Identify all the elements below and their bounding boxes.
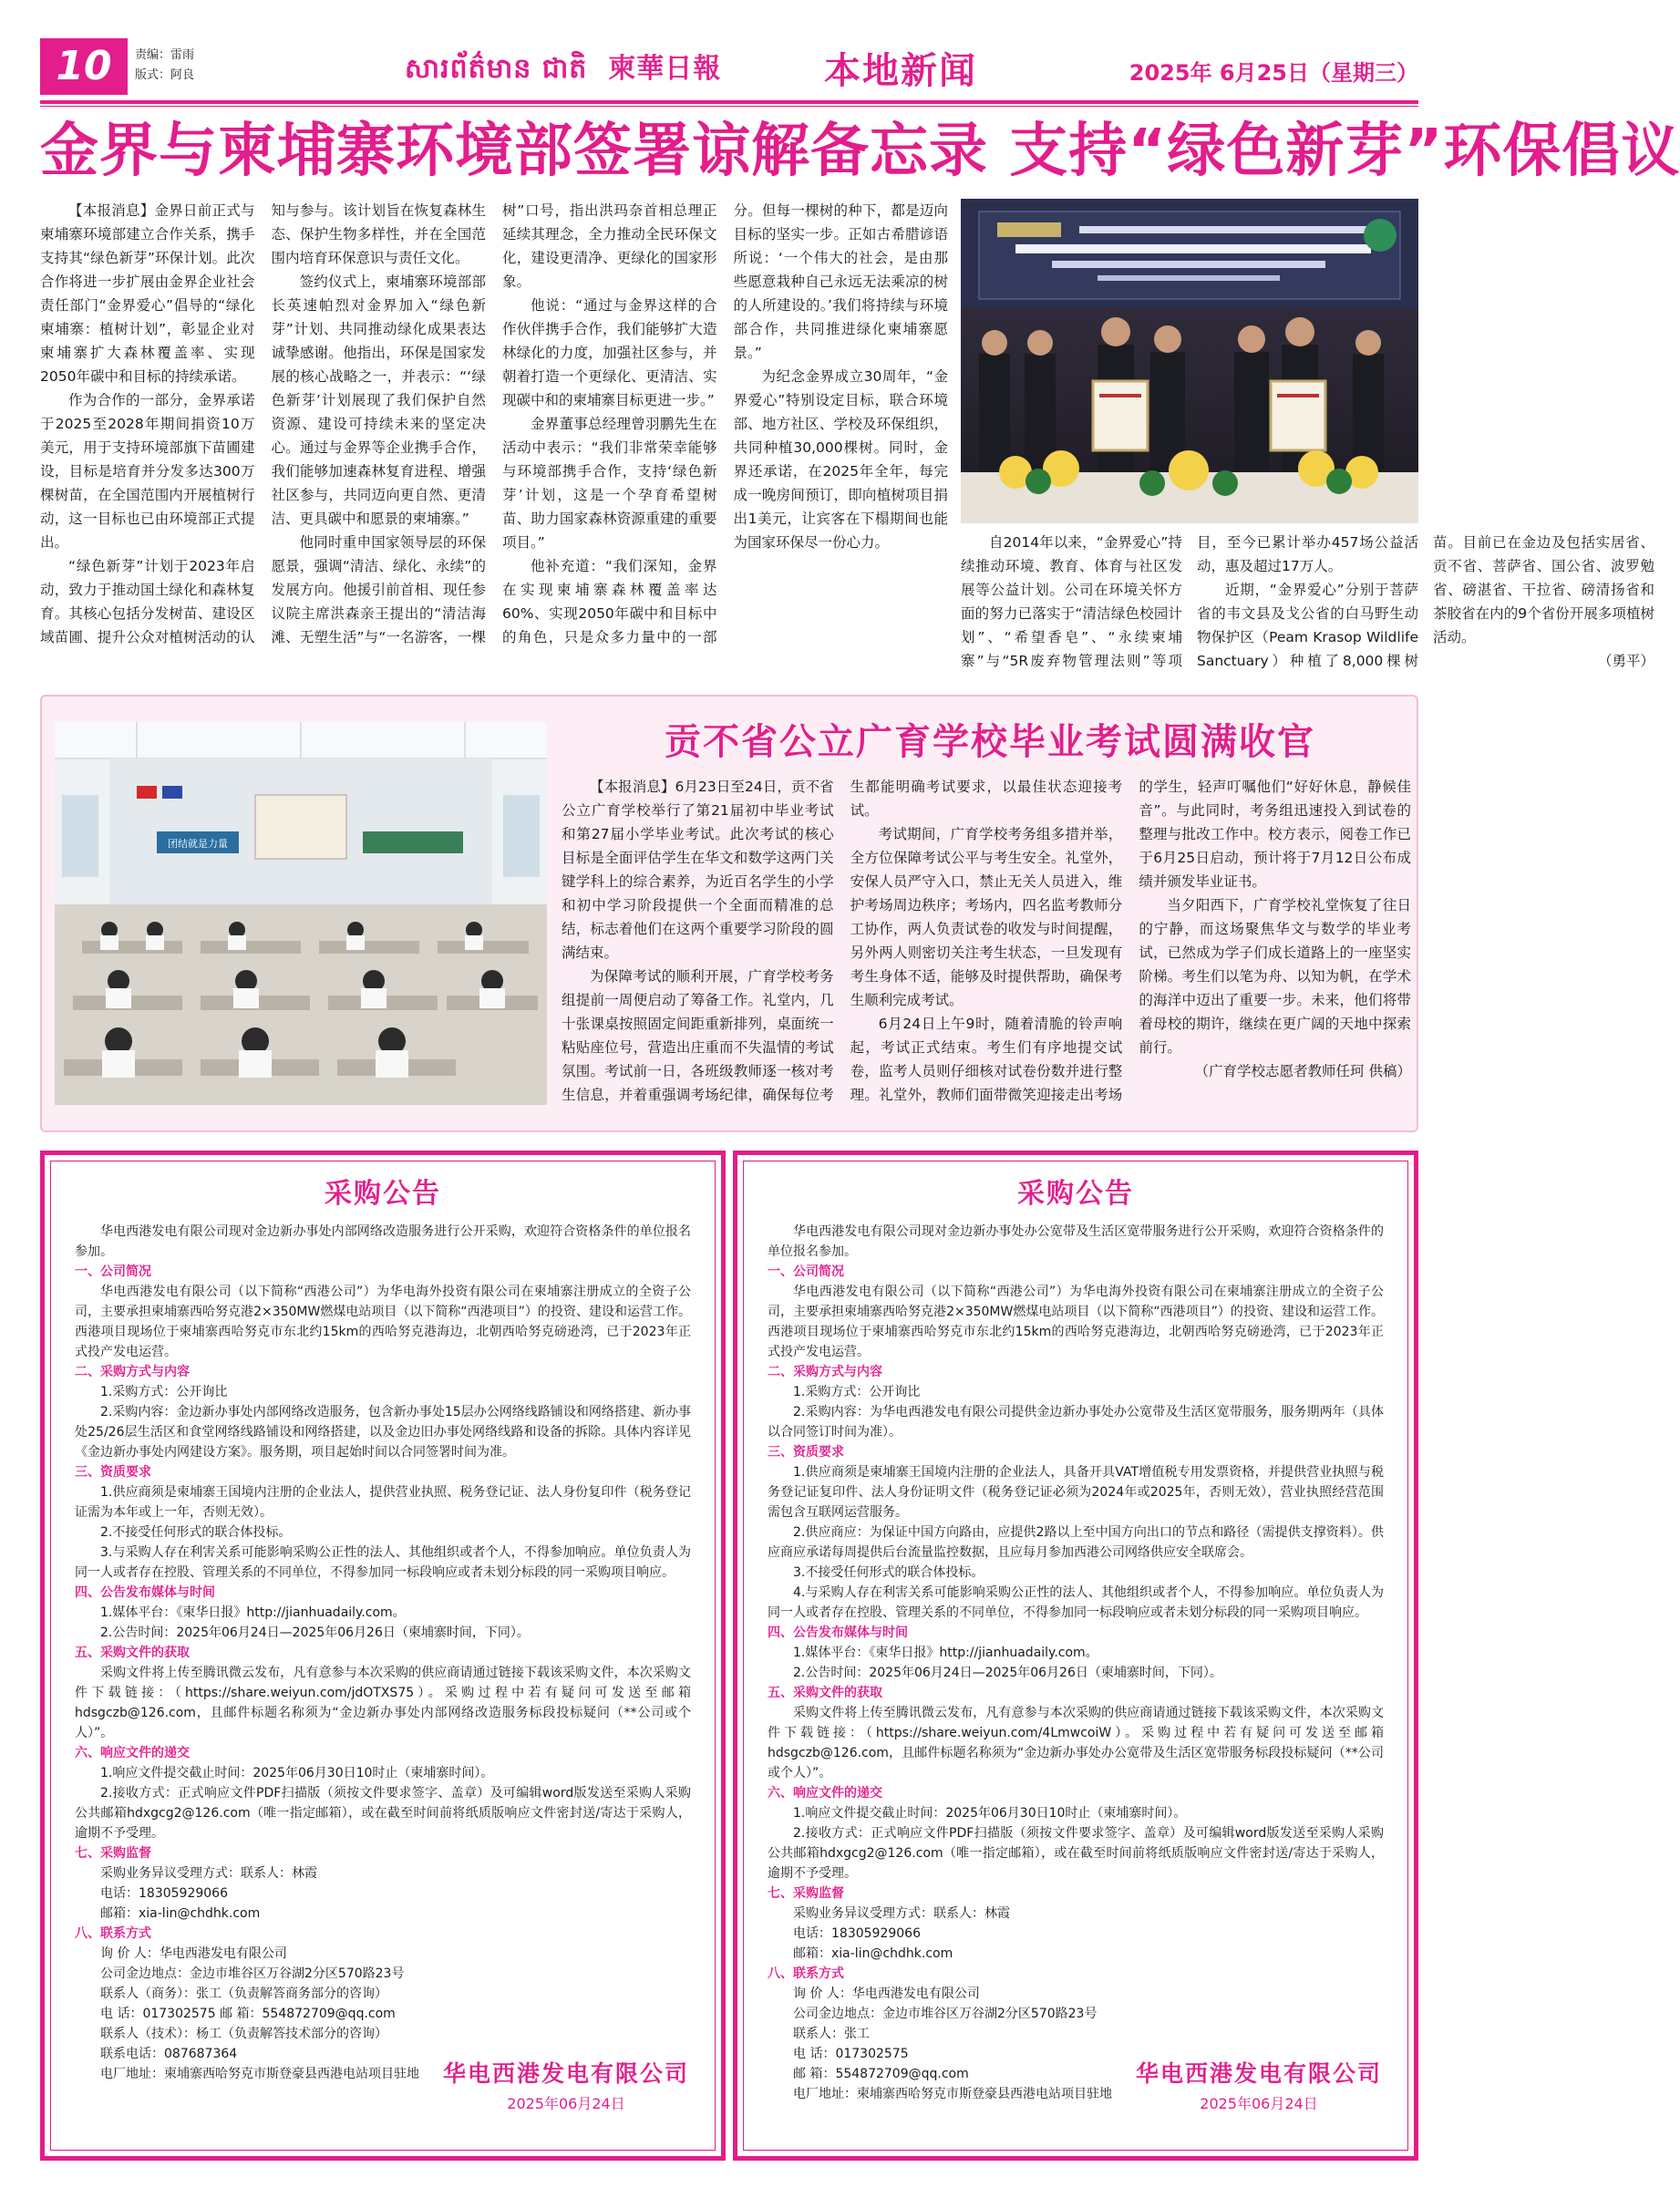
notice-line: 采购文件将上传至腾讯微云发布，凡有意参与本次采购的供应商请通过链接下载该采购文件，本次采购文件下载链接：（https://share.weiyun.com/jdOTXS75）。采购过程中若有疑问可发送至邮箱hdsgczb@126.com，且邮件标题名称须为“金边新办事处内部网络改造服务标段投标疑问（**公司或个人）”。 [75, 1666, 691, 1740]
notice-title: 采购公告 [325, 1178, 441, 1210]
notice-section-heading: 六、响应文件的递交 [768, 1786, 882, 1801]
notice-section-heading: 五、采购文件的获取 [768, 1686, 882, 1700]
paragraph: 近期，“金界爱心”分别于菩萨省的韦文县及戈公省的白马野生动物保护区（Peam Krasop Wildlife Sanctuary）种植了8,000棵树苗。目前已在金边及包括实居省、贡不省、菩萨省、国公省、波罗勉省、磅湛省、干拉省、磅清扬省和茶胶省在内的9个省份开展多项植树活动。 [1197, 534, 1654, 669]
article1-headline: 金界与柬埔寨环境部签署谅解备忘录 支持“绿色新芽”环保倡议 [40, 118, 1680, 185]
notice-section-heading: 三、资质要求 [768, 1445, 844, 1460]
notice-signature [443, 2056, 689, 2113]
paragraph: 【本报消息】6月23日至24日，贡不省公立广育学校举行了第21届初中毕业考试和第27届小学毕业考试。此次考试的核心目标是全面评估学生在华文和数学这两门关键学科上的综合素养，为近百名学生的小学和初中学习阶段提供一个全面而精准的总结，标志着他们在这两个重要学习阶段的圆满结束。 [562, 779, 834, 961]
paragraph: 金界董事总经理曾羽鹏先生在活动中表示：“我们非常荣幸能够与环境部携手合作，支持‘绿色新芽’计划，这是一个孕育希望树苗、助力国家森林资源重建的重要项目。” [502, 416, 717, 551]
notice-line: 华电西港发电有限公司（以下简称“西港公司”）为华电海外投资有限公司在柬埔寨注册成立的全资子公司，主要承担柬埔寨西哈努克港2×350MW燃煤电站项目（以下简称“西港项目”）的投资、建设和运营工作。西港项目现场位于柬埔寨西哈努克市东北约15km的西哈努克港海边，北朝西哈努克磅逊湾，已于2023年正式投产发电运营。 [75, 1285, 691, 1359]
procurement-notice-left [40, 1151, 726, 2161]
editor-line: 责编：雷雨 [135, 48, 195, 62]
paragraph: 6月24日上午9时，随着清脆的铃声响起，考试正式结束。考生们有序地提交试卷，监考人员则仔细核对试卷份数并进行整理。礼堂外，教师们面带微笑迎接走出考场的学生，轻声叮嘱他们“好好休息，静候佳音”。与此同时，考务组迅速投入到试卷的整理与批改工作中。校方表示，阅卷工作已于6月25日启动，预计将于7月12日公布成绩并颁发毕业证书。 [850, 779, 1411, 1103]
notice-section-heading: 七、采购监督 [75, 1846, 151, 1861]
header-rule [40, 100, 1418, 104]
notice-line: 邮箱：xia-lin@chdhk.com [100, 1906, 261, 1921]
notice-date: 2025年06月24日 [507, 2095, 625, 2112]
article1-body-continued [961, 531, 1654, 673]
notice-line: 采购业务异议受理方式：联系人：林霞 [793, 1906, 1010, 1921]
notice-line: 2.接收方式：正式响应文件PDF扫描版（须按文件要求签字、盖章）及可编辑word版发送至采购人采购公共邮箱hdxgcg2@126.com（唯一指定邮箱），或在截至时间前将纸质版响应文件密封送/寄达于采购人，逾期不予受理。 [768, 1826, 1384, 1881]
notice-line: 1.媒体平台：《柬华日报》http://jianhuadaily.com。 [100, 1605, 406, 1620]
notice-section-heading: 二、采购方式与内容 [75, 1365, 190, 1379]
notice-line: 4.与采购人存在利害关系可能影响采购公正性的法人、其他组织或者个人，不得参加响应。单位负责人为同一人或者存在控股、管理关系的不同单位，不得参加同一标段响应或者未划分标段的同一采购项目响应。 [768, 1585, 1384, 1620]
notice-body [75, 1222, 691, 2084]
exam-hall-photo [55, 722, 547, 1105]
newspaper-masthead: សារព័ត៌មាន ជាតិ ​ 柬華日報 [405, 53, 722, 85]
article2-body [562, 775, 1411, 1123]
notice-company: 华电西港发电有限公司 [1135, 2060, 1382, 2087]
paragraph: 签约仪式上，柬埔寨环境部部长英速帕烈对金界加入“绿色新芽”计划、共同推动绿化成果表达诚挚感谢。他指出，环保是国家发展的核心战略之一，并表示：“‘绿色新芽’计划展现了我们保护自然资源、建设可持续未来的坚定决心。通过与金界等企业携手合作，我们能够加速森林复育进程、增强社区参与，共同迈向更自然、更清洁、更具碳中和愿景的柬埔寨。” [271, 274, 486, 527]
layout-line: 版式：阿良 [135, 68, 195, 82]
notice-company: 华电西港发电有限公司 [442, 2060, 689, 2087]
paragraph: 自2014年以来，“金界爱心”持续推动环境、教育、体育与社区发展等公益计划。公司在环境关怀方面的努力已落实于“清洁绿色校园计划”、“希望香皂”、“永续柬埔寨”与“5R废弃物管理法则”等项目，至今已累计举办457场公益活动，惠及超过17万人。 [961, 534, 1418, 669]
notice-line: 联系人（商务）：张工（负责解答商务部分的咨询） [100, 1987, 387, 2001]
article2-headline: 贡不省公立广育学校毕业考试圆满收官 [665, 720, 1315, 763]
notice-intro: 华电西港发电有限公司现对金边新办事处办公宽带及生活区宽带服务进行公开采购，欢迎符合资格条件的单位报名参加。 [768, 1224, 1384, 1259]
article1 [40, 199, 1654, 673]
byline: （广育学校志愿者教师任珂 供稿） [1194, 1063, 1411, 1079]
notice-line: 邮 箱：554872709@qq.com [793, 2067, 969, 2081]
notice-signature [1136, 2056, 1382, 2113]
notice-line: 电厂地址：柬埔寨西哈努克市斯登豪县西港电站项目驻地 [100, 2067, 419, 2081]
paragraph: 他同时重申国家领导层的环保愿景，强调“清洁、绿化、永续”的发展方向。他援引前首相、现任参议院主席洪森亲王提出的“清洁海滩、无塑生活”与“一名游客，一棵树”口号，指出洪玛奈首相总理正延续其理念，全力推动全民环保文化，建设更清净、更绿化的国家形象。 [271, 202, 717, 645]
notice-line: 1.供应商须是柬埔寨王国境内注册的企业法人，提供营业执照、税务登记证、法人身份复印件（税务登记证需为本年或上一年，否则无效）。 [75, 1485, 691, 1520]
notice-line: 1.采购方式：公开询比 [793, 1385, 921, 1399]
paragraph: 【本报消息】金界日前正式与柬埔寨环境部建立合作关系，携手支持其“绿色新芽”环保计划。此次合作将进一步扩展由金界企业社会责任部门“金界爱心”倡导的“绿化柬埔寨：植树计划”，彰显企业对柬埔寨扩大森林覆盖率、实现2050年碳中和目标的持续承诺。 [40, 202, 255, 385]
notice-title: 采购公告 [1017, 1178, 1134, 1210]
notice-line: 联系人（技术）：杨工（负责解答技术部分的咨询） [100, 2027, 387, 2041]
notice-line: 华电西港发电有限公司（以下简称“西港公司”）为华电海外投资有限公司在柬埔寨注册成立的全资子公司，主要承担柬埔寨西哈努克港2×350MW燃煤电站项目（以下简称“西港项目”）的投资、建设和运营工作。西港项目现场位于柬埔寨西哈努克市东北约15km的西哈努克港海边，北朝西哈努克磅逊湾，已于2023年正式投产发电运营。 [768, 1285, 1384, 1359]
header-rule-thin [40, 106, 1418, 107]
notice-date: 2025年06月24日 [1200, 2095, 1318, 2112]
notice-section-heading: 五、采购文件的获取 [75, 1646, 190, 1660]
notice-frame [743, 1161, 1408, 2151]
notice-line: 2.不接受任何形式的联合体投标。 [100, 1525, 292, 1540]
notice-line: 1.采购方式：公开询比 [100, 1385, 228, 1399]
page-header [40, 38, 1418, 95]
section-title: 本地新闻 [824, 50, 977, 92]
notice-line: 电话：18305929066 [793, 1926, 921, 1941]
paragraph: 当夕阳西下，广育学校礼堂恢复了往日的宁静，而这场聚焦华文与数学的毕业考试，已然成为学子们成长道路上的一座坚实阶梯。考生们以笔为舟、以知为帆，在学术的海洋中迈出了重要一步。未来，他们将带着母校的期许，继续在更广阔的天地中探索前行。 [1139, 897, 1411, 1056]
notice-section-heading: 七、采购监督 [768, 1886, 844, 1901]
issue-date: 2025年 6月25日（星期三） [1129, 60, 1418, 86]
notice-section-heading: 八、联系方式 [75, 1926, 151, 1941]
notice-line: 3.不接受任何形式的联合体投标。 [793, 1565, 984, 1580]
notice-line: 1.响应文件提交截止时间：2025年06月30日10时止（柬埔寨时间）。 [100, 1766, 494, 1780]
notice-line: 询 价 人：华电西港发电有限公司 [793, 1987, 980, 2001]
paragraph: 为保障考试的顺利开展，广育学校考务组提前一周便启动了筹备工作。礼堂内，几十张课桌按照固定间距重新排列，桌面统一粘贴座位号，营造出庄重而不失温情的考试氛围。考试前一日，各班级教师逐一核对考生信息，并着重强调考场纪律，确保每位考生都能明确考试要求，以最佳状态迎接考试。 [562, 779, 1123, 1103]
byline: （勇平） [1597, 653, 1654, 669]
notice-line: 联系电话：087687364 [100, 2047, 238, 2061]
notice-frame [50, 1161, 716, 2151]
signing-ceremony-photo [961, 199, 1418, 523]
notice-line: 电 话：017302575 邮 箱：554872709@qq.com [100, 2007, 396, 2021]
notice-line: 电厂地址：柬埔寨西哈努克市斯登豪县西港电站项目驻地 [793, 2087, 1112, 2101]
notice-section-heading: 二、采购方式与内容 [768, 1365, 882, 1379]
notice-line: 2.供应商应：为保证中国方向路由，应提供2路以上至中国方向出口的节点和路径（需提供支撑资料）。供应商应承诺每周提供后台流量监控数据，且应每月参加西港公司网络供应安全联席会。 [768, 1525, 1384, 1560]
notice-line: 1.媒体平台：《柬华日报》http://jianhuadaily.com。 [793, 1646, 1098, 1660]
signing-ceremony-illustration [961, 199, 1418, 523]
notice-line: 3.与采购人存在利害关系可能影响采购公正性的法人、其他组织或者个人，不得参加响应。单位负责人为同一人或者存在控股、管理关系的不同单位，不得参加同一标段响应或者未划分标段的同一采购项目响应。 [75, 1545, 691, 1580]
procurement-notice-right [733, 1151, 1418, 2161]
notice-section-heading: 六、响应文件的递交 [75, 1746, 190, 1760]
notice-section-heading: 三、资质要求 [75, 1465, 151, 1480]
exam-hall-illustration [55, 722, 547, 1105]
notice-section-heading: 一、公司简况 [75, 1264, 151, 1279]
paragraph: 为纪念金界成立30周年，“金界爱心”特别设定目标，联合环境部、地方社区、学校及环保组织，共同种植30,000棵树。同时，金界还承诺，在2025年全年，每完成一晚房间预订，即向植树项目捐出1美元，让宾客在下榻期间也能为国家环保尽一份心力。 [733, 368, 948, 551]
notice-intro: 华电西港发电有限公司现对金边新办事处内部网络改造服务进行公开采购，欢迎符合资格条件的单位报名参加。 [75, 1224, 691, 1259]
paragraph: 作为合作的一部分，金界承诺于2025至2028年期间捐资10万美元，用于支持环境部旗下苗圃建设，目标是培育并分发多达300万棵树苗，在全国范围内开展植树行动，这一目标也已由环境部正式提出。 [40, 392, 255, 551]
notice-line: 2.接收方式：正式响应文件PDF扫描版（须按文件要求签字、盖章）及可编辑word版发送至采购人采购公共邮箱hdxgcg2@126.com（唯一指定邮箱），或在截至时间前将纸质版响应文件密封送/寄达于采购人，逾期不予受理。 [75, 1786, 691, 1841]
editor-credits [135, 46, 194, 86]
notice-line: 电 话：017302575 [793, 2047, 909, 2061]
paragraph: 他说：“通过与金界这样的合作伙伴携手合作，我们能够扩大造林绿化的力度，加强社区参与，并朝着打造一个更绿化、更清洁、实现碳中和的柬埔寨目标更进一步。” [502, 297, 717, 408]
notice-line: 采购业务异议受理方式：联系人：林霞 [100, 1866, 317, 1881]
notice-line: 1.供应商须是柬埔寨王国境内注册的企业法人，具备开具VAT增值税专用发票资格，并提供营业执照与税务登记证复印件、法人身份证明文件（税务登记证必须为2024年或2025年，否则无效），营业执照经营范围需包含互联网运营服务。 [768, 1465, 1384, 1520]
notice-section-heading: 一、公司简况 [768, 1264, 844, 1279]
page-number: 10 [40, 38, 128, 95]
notice-line: 邮箱：xia-lin@chdhk.com [793, 1946, 953, 1961]
article2 [40, 695, 1418, 1132]
notice-line: 2.公告时间：2025年06月24日—2025年06月26日（柬埔寨时间，下同）。 [100, 1626, 530, 1640]
paragraph: 考试期间，广育学校考务组多措并举，全方位保障考试公平与考生安全。礼堂外，安保人员严守入口，禁止无关人员进入，维护考场周边秩序；考场内，四名监考教师分工协作，两人负责试卷的收发与时间提醒，另外两人则密切关注考生状态，一旦发现有考生身体不适，能够及时提供帮助，确保考生顺利完成考试。 [850, 826, 1123, 1008]
notice-line: 2.采购内容：为华电西港发电有限公司提供金边新办事处办公宽带及生活区宽带服务，服务期两年（具体以合同签订时间为准）。 [768, 1405, 1384, 1440]
paragraph: 他补充道：“我们深知，金界在实现柬埔寨森林覆盖率达60%、实现2050年碳中和目标中的角色，只是众多力量中的一部分。但每一棵树的种下，都是迈向目标的坚实一步。正如古希腊谚语所说：‘一个伟大的社会，是由那些愿意栽种自己永远无法乘凉的树的人所建设的。’我们将持续与环境部合作，共同推进绿化柬埔寨愿景。” [502, 202, 948, 645]
notice-line: 1.响应文件提交截止时间：2025年06月30日10时止（柬埔寨时间）。 [793, 1806, 1187, 1821]
notice-line: 公司金边地点：金边市堆谷区万谷湖2分区570路23号 [793, 2007, 1098, 2021]
notice-section-heading: 四、公告发布媒体与时间 [768, 1626, 908, 1640]
notice-line: 采购文件将上传至腾讯微云发布，凡有意参与本次采购的供应商请通过链接下载该采购文件，本次采购文件下载链接：（https://share.weiyun.com/4LmwcoiW）。采购过程中若有疑问可发送至邮箱hdsgczb@126.com，且邮件标题名称须为“金边新办事处办公宽带及生活区宽带服务标段投标疑问（**公司或个人）”。 [768, 1706, 1384, 1780]
paragraph: “绿色新芽”计划于2023年启动，致力于推动国土绿化和森林复育。其核心包括分发树苗、建设区域苗圃、提升公众对植树活动的认知与参与。该计划旨在恢复森林生态、保护生物多样性，并在全国范围内培育环保意识与责任文化。 [40, 202, 486, 645]
notice-line: 2.公告时间：2025年06月24日—2025年06月26日（柬埔寨时间，下同）。 [793, 1666, 1222, 1680]
notice-section-heading: 四、公告发布媒体与时间 [75, 1585, 215, 1600]
article1-body [40, 199, 948, 673]
notice-line: 联系人：张工 [793, 2027, 870, 2041]
notice-line: 电话：18305929066 [100, 1886, 228, 1901]
notice-line: 公司金边地点：金边市堆谷区万谷湖2分区570路23号 [100, 1966, 405, 1981]
wall-banner-text: 团结就是力量 [168, 838, 228, 850]
notice-line: 询 价 人：华电西港发电有限公司 [100, 1946, 287, 1961]
notice-body [768, 1222, 1384, 2104]
notice-line: 2.采购内容：金边新办事处内部网络改造服务，包含新办事处15层办公网络线路铺设和网络搭建、新办事处25/26层生活区和食堂网络线路铺设和网络搭建，以及金边旧办事处网络线路和设备的拆除。具体内容详见《金边新办事处内网建设方案》。服务期，项目起始时间以合同签署时间为准。 [75, 1405, 691, 1460]
notice-section-heading: 八、联系方式 [768, 1966, 844, 1981]
